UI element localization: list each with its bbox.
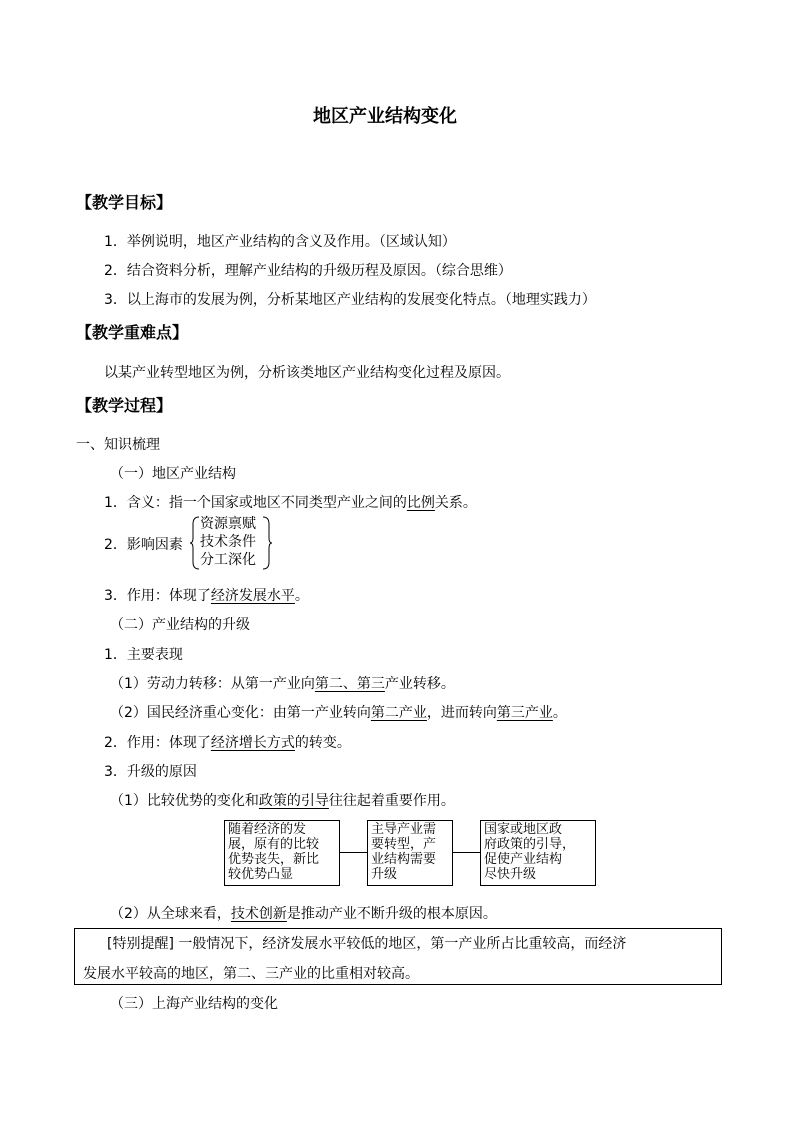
goal-item-3: 3．以上海市的发展为例，分析某地区产业结构的发展变化特点。（地理实践力） <box>104 292 596 308</box>
economy-mid: ，进而转向 <box>426 705 497 721</box>
flow-box-3-line: 尽快升级 <box>484 867 537 882</box>
process-heading: 【教学过程】 <box>76 396 173 415</box>
definition-suffix: 关系。 <box>434 495 477 511</box>
flow-box-2-line: 升级 <box>371 867 398 882</box>
flow-connector-1 <box>340 852 367 853</box>
reason1-underline: 政策的引导 <box>258 793 329 809</box>
labor-line <box>110 675 455 693</box>
flow-box-1-line: 较优势凸显 <box>228 867 294 882</box>
page-title: 地区产业结构变化 <box>313 106 457 127</box>
flow-box-1-line: 优势丧失，新比 <box>228 852 320 867</box>
labor-underline: 第二、第三 <box>314 676 385 692</box>
factor-item-1: 资源禀赋 <box>200 516 256 532</box>
tip-box <box>74 928 722 985</box>
reason1-prefix: （1）比较优势的变化和 <box>110 793 259 809</box>
goal-item-2: 2．结合资料分析，理解产业结构的升级历程及原因。（综合思维） <box>104 263 512 279</box>
part1-heading: 一、知识梳理 <box>76 437 160 453</box>
factors-label: 2．影响因素 <box>104 537 183 553</box>
role-line <box>104 587 309 605</box>
economy-underline-2: 第三产业 <box>496 705 553 721</box>
flow-box-2 <box>367 820 453 886</box>
reason2-line <box>110 905 497 923</box>
flow-box-2-line: 业结构需要 <box>371 852 437 867</box>
flow-box-3-line: 府政策的引导， <box>484 837 576 852</box>
factor-item-2: 技术条件 <box>200 534 256 550</box>
sub1-heading: （一）地区产业结构 <box>110 466 236 482</box>
definition-underline: 比例 <box>406 495 435 511</box>
role2-line <box>104 734 351 752</box>
main-performance: 1．主要表现 <box>104 647 183 663</box>
tip-line-1: [特别提醒] 一般情况下，经济发展水平较低的地区，第一产业所占比重较高，而经济 <box>107 936 627 952</box>
reason1-suffix: 往往起着重要作用。 <box>328 793 455 809</box>
sub3-heading: （三）上海产业结构的变化 <box>110 996 278 1012</box>
flow-box-2-line: 要转型，产 <box>371 837 437 852</box>
economy-prefix: （2）国民经济重心变化：由第一产业转向 <box>110 705 371 721</box>
role-suffix: 。 <box>294 588 309 604</box>
flow-box-1 <box>224 820 340 886</box>
left-brace-icon <box>190 516 200 570</box>
flow-box-3-line: 促使产业结构 <box>484 852 563 867</box>
flow-box-3-line: 国家或地区政 <box>484 822 563 837</box>
right-brace-icon <box>262 516 272 570</box>
factor-item-3: 分工深化 <box>200 552 256 568</box>
role2-suffix: 的转变。 <box>294 735 351 751</box>
flow-box-3 <box>480 820 596 886</box>
reason2-prefix: （2）从全球来看， <box>110 906 231 922</box>
tip-line-2: 发展水平较高的地区，第二、三产业的比重相对较高。 <box>83 966 419 982</box>
role2-underline: 经济增长方式 <box>210 735 295 751</box>
sub2-heading: （二）产业结构的升级 <box>110 617 250 633</box>
economy-line <box>110 704 567 722</box>
reason-heading: 3．升级的原因 <box>104 764 197 780</box>
flow-connector-2 <box>453 852 480 853</box>
reason2-underline: 技术创新 <box>230 906 287 922</box>
key-heading: 【教学重难点】 <box>76 323 189 342</box>
reason2-suffix: 是推动产业不断升级的根本原因。 <box>286 906 497 922</box>
role-prefix: 3．作用：体现了 <box>104 588 211 604</box>
economy-suffix: 。 <box>552 705 567 721</box>
definition-prefix: 1．含义：指一个国家或地区不同类型产业之间的 <box>104 495 407 511</box>
reason1-line <box>110 792 455 810</box>
goal-item-1: 1．举例说明，地区产业结构的含义及作用。（区域认知） <box>104 234 456 250</box>
key-text: 以某产业转型地区为例，分析该类地区产业结构变化过程及原因。 <box>104 365 510 381</box>
labor-suffix: 产业转移。 <box>384 676 455 692</box>
flow-box-2-line: 主导产业需 <box>371 822 437 837</box>
flow-box-1-line: 展，原有的比较 <box>228 837 320 852</box>
role-underline: 经济发展水平 <box>210 588 295 604</box>
flow-box-1-line: 随着经济的发 <box>228 822 307 837</box>
goals-heading: 【教学目标】 <box>76 193 173 212</box>
labor-prefix: （1）劳动力转移：从第一产业向 <box>110 676 315 692</box>
role2-prefix: 2．作用：体现了 <box>104 735 211 751</box>
economy-underline-1: 第二产业 <box>370 705 427 721</box>
definition-line <box>104 494 477 512</box>
